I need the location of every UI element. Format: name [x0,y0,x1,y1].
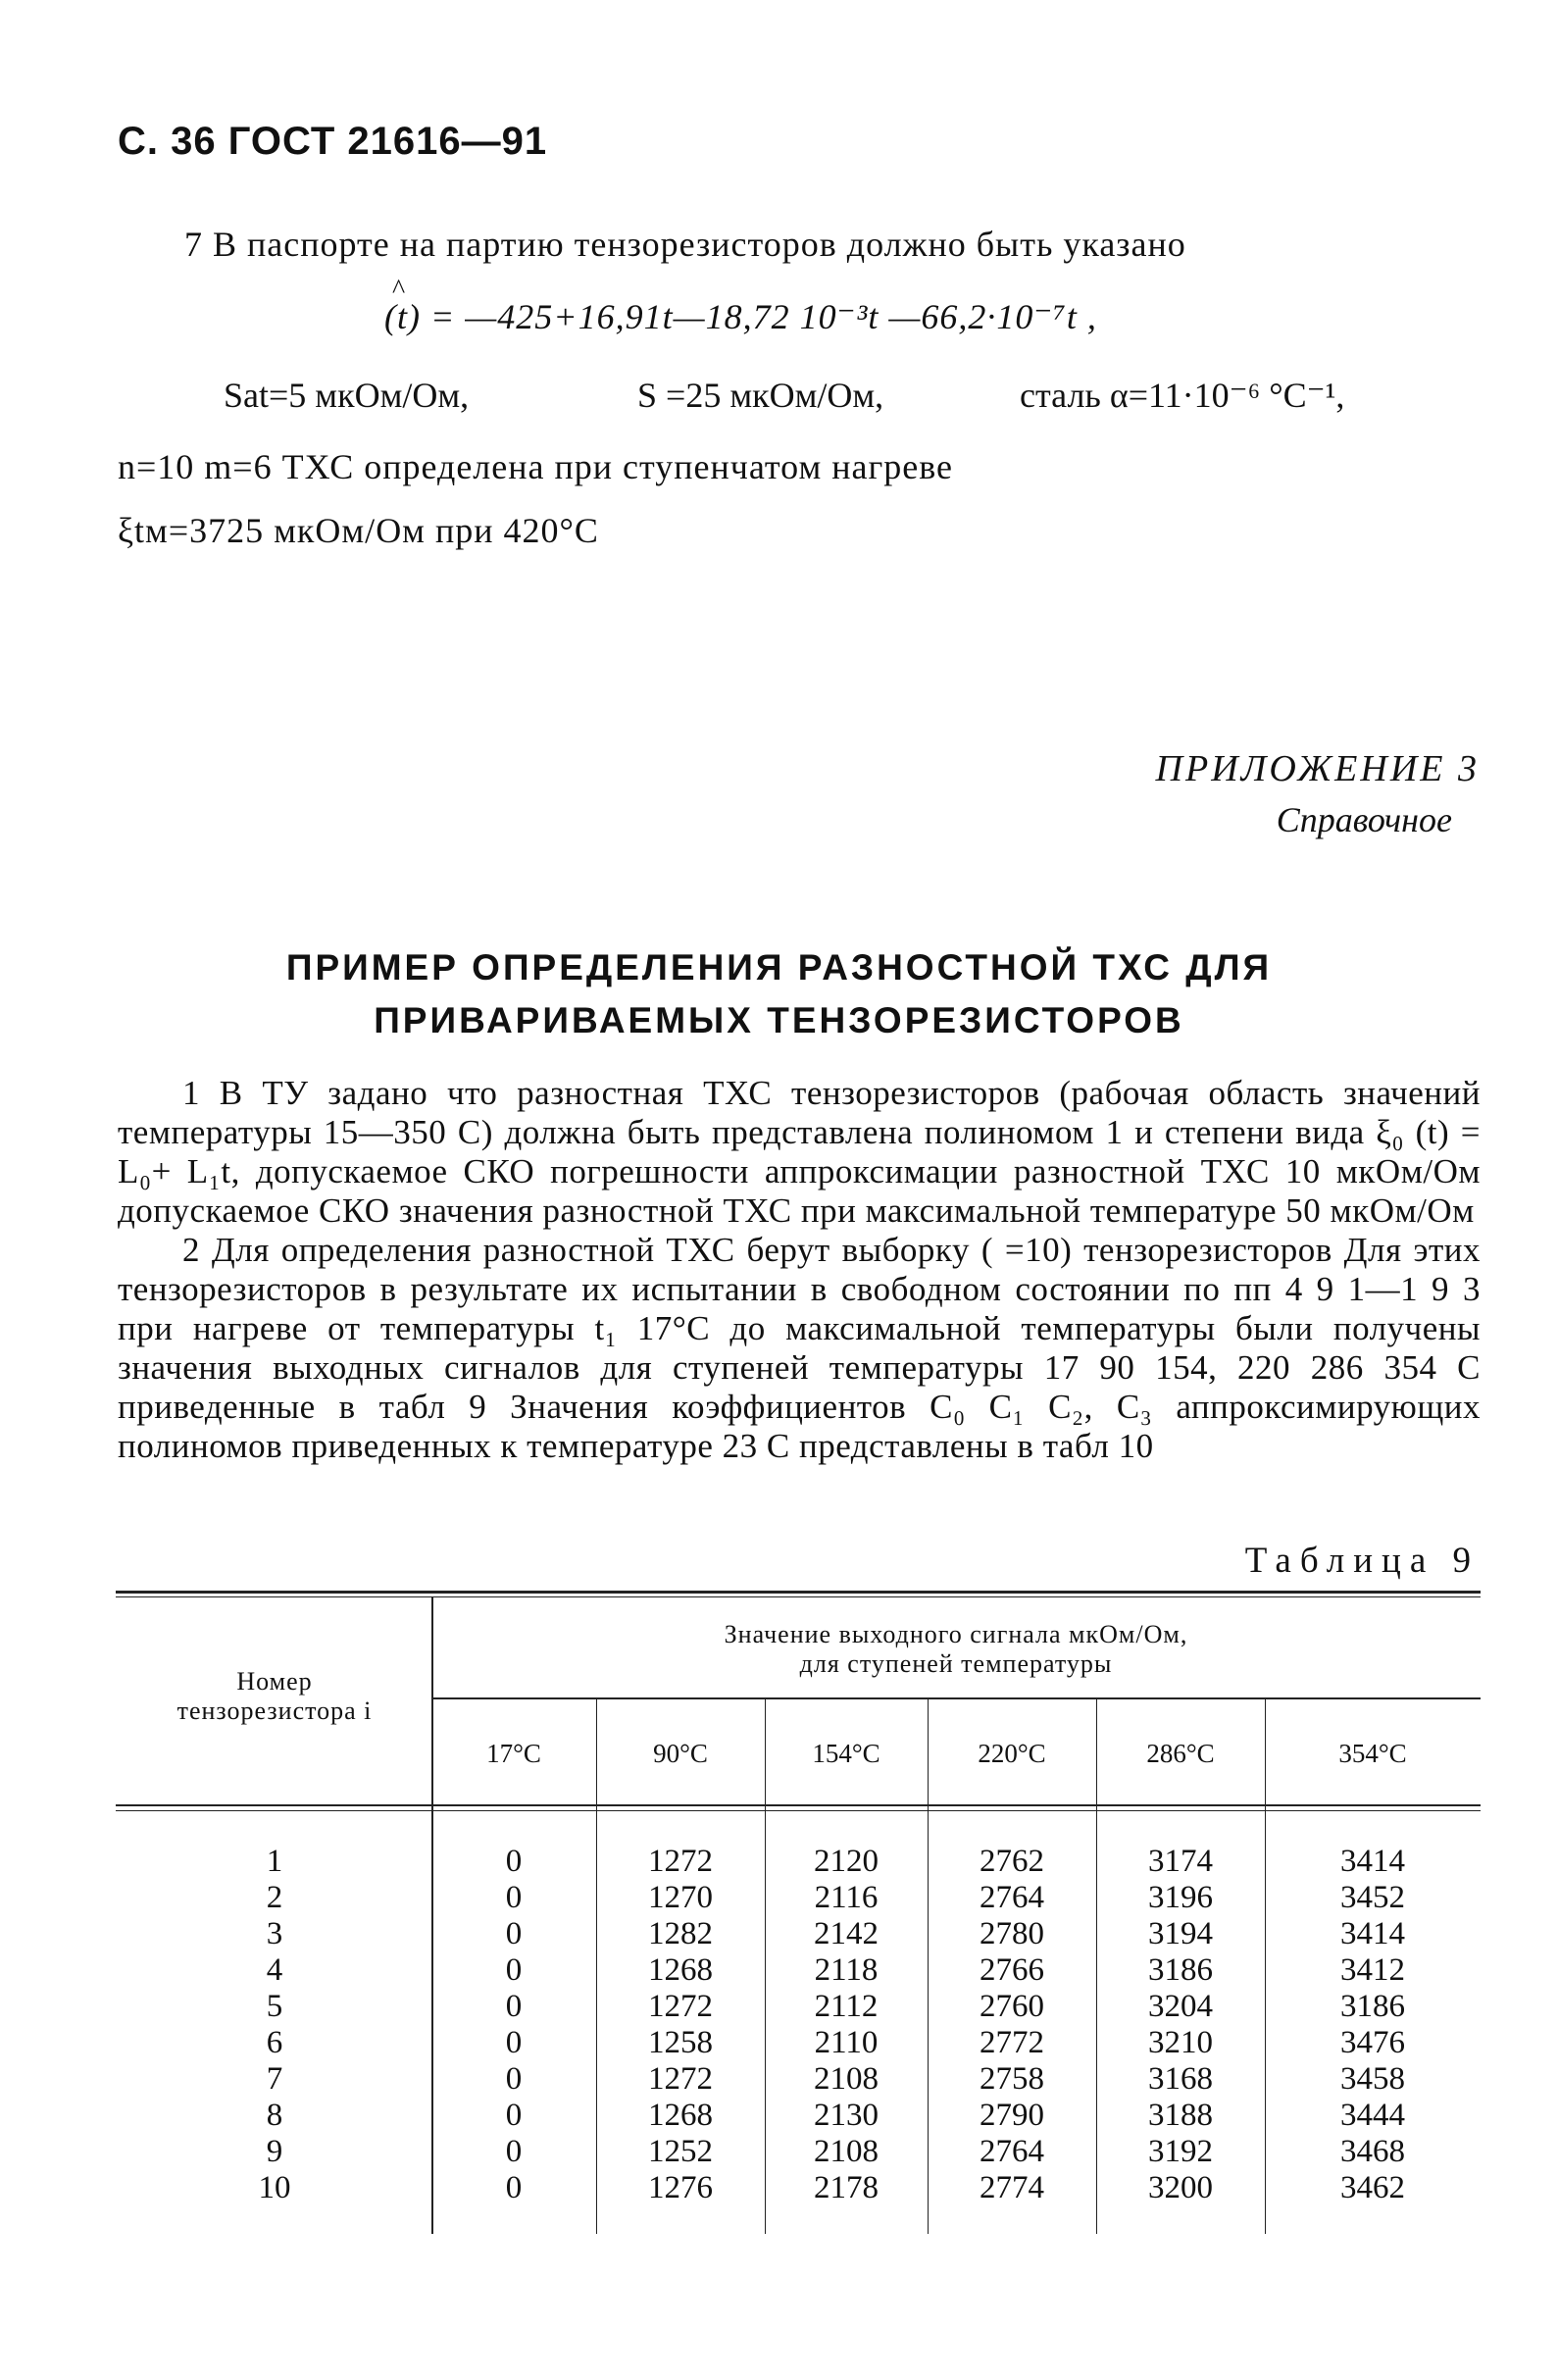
column-divider [928,1699,929,2234]
table-top-rule-thin [116,1596,1481,1597]
column-divider [765,1699,766,2234]
appendix-title: ПРИЛОЖЕНИЕ 3 [1155,748,1480,789]
column-header: 90°С [653,1739,708,1768]
steel-alpha: сталь α=11·10⁻⁶ °С⁻¹, [1020,376,1345,415]
paragraph-2: 2 Для определения разностной ТХС берут выборку ( =10) тензорезисторов Для этих тензорезисторов в результате их испытании в свободном состоянии по пп 4 9 1—1 9 3 при нагреве от температуры t₁ 17°С до максимальной температуры были получены значения выходных сигналов для ступеней температуры 17 90 154, 220 286 354 С приведенные в табл 9 Значения коэффициентов C₀ C₁ C₂, C₃ аппроксимирующих полиномов приведенных к температуре 23 С представлены в табл 10 [118,1231,1481,1465]
formula-text: (t) = —425+16,91t—18,72 10⁻³t —66,2·10⁻⁷t , [384,297,1097,336]
value-cell: 2772 [980,2025,1044,2060]
value-cell: 2762 [980,1844,1044,1879]
table-top-rule [116,1591,1481,1594]
value-cell: 2112 [814,1989,879,2024]
header-bottom-rule [116,1804,1481,1806]
value-cell: 1268 [648,1952,713,1988]
value-cell: 1282 [648,1916,713,1951]
column-divider [596,1699,597,2234]
value-cell: 1272 [648,1989,713,2024]
value-cell: 2780 [980,1916,1044,1951]
value-cell: 3192 [1148,2134,1213,2169]
value-cell: 3210 [1148,2025,1213,2060]
group-header-line-2: для ступеней температуры [799,1649,1113,1678]
row-number-cell: 10 [258,2170,291,2205]
value-cell: 0 [505,2098,523,2133]
column-header: 220°С [978,1739,1046,1768]
column-header: 354°С [1338,1739,1407,1768]
value-cell: 0 [505,2061,523,2097]
value-cell: 1272 [648,2061,713,2097]
row-number-cell: 8 [266,2098,283,2133]
value-cell: 1272 [648,1844,713,1879]
column-header: 17°С [486,1739,541,1768]
row-number-cell: 4 [266,1952,283,1988]
value-cell: 3414 [1340,1916,1405,1951]
group-header-line-1: Значение выходного сигнала мкОм/Ом, [724,1620,1188,1648]
value-cell: 3468 [1340,2134,1405,2169]
page-header: С. 36 ГОСТ 21616—91 [118,120,548,163]
group-header-rule [431,1697,1481,1699]
value-cell: 3414 [1340,1844,1405,1879]
value-cell: 3174 [1148,1844,1213,1879]
row-number-cell: 9 [266,2134,283,2169]
row-number-cell: 6 [266,2025,283,2060]
s-at-value: Sat=5 мкОм/Ом, [224,376,470,415]
value-cell: 3462 [1340,2170,1405,2205]
value-cell: 0 [505,2134,523,2169]
value-cell: 2142 [814,1916,879,1951]
s-value: S =25 мкОм/Ом, [637,376,884,415]
value-cell: 0 [505,1989,523,2024]
column-header: 286°С [1146,1739,1215,1768]
value-cell: 3458 [1340,2061,1405,2097]
value-cell: 2766 [980,1952,1044,1988]
value-cell: 3188 [1148,2098,1213,2133]
appendix-subtitle: Справочное [1276,800,1452,839]
value-cell: 0 [505,1916,523,1951]
row-number-cell: 5 [266,1989,283,2024]
value-cell: 1276 [648,2170,713,2205]
value-cell: 3168 [1148,2061,1213,2097]
row-number-cell: 2 [266,1880,283,1915]
value-cell: 3200 [1148,2170,1213,2205]
value-cell: 3194 [1148,1916,1213,1951]
column-divider [1265,1699,1266,2234]
value-cell: 1270 [648,1880,713,1915]
row-number-cell: 3 [266,1916,283,1951]
txc-definition-line: n=10 m=6 ТХС определена при ступенчатом нагреве [118,447,954,486]
paragraph-7: 7 В паспорте на партию тензорезисторов должно быть указано [184,225,1186,264]
value-cell: 3186 [1148,1952,1213,1988]
main-title-line-2: ПРИВАРИВАЕМЫХ ТЕНЗОРЕЗИСТОРОВ [374,1000,1184,1040]
value-cell: 3444 [1340,2098,1405,2133]
column-divider [431,1596,433,2234]
value-cell: 3204 [1148,1989,1213,2024]
value-cell: 2108 [814,2134,879,2169]
value-cell: 0 [505,2025,523,2060]
value-cell: 2178 [814,2170,879,2205]
value-cell: 3186 [1340,1989,1405,2024]
hat-accent: ^ [392,275,407,305]
value-cell: 2764 [980,2134,1044,2169]
formula [384,275,1097,337]
value-cell: 1268 [648,2098,713,2133]
value-cell: 3196 [1148,1880,1213,1915]
xi-tm-line: ξtм=3725 мкОм/Ом при 420°С [118,511,599,550]
row-number-cell: 7 [266,2061,283,2097]
header-bottom-rule-thin [116,1810,1481,1811]
value-cell: 0 [505,1880,523,1915]
value-cell: 2108 [814,2061,879,2097]
column-header: 154°С [812,1739,880,1768]
value-cell: 2774 [980,2170,1044,2205]
value-cell: 2130 [814,2098,879,2133]
value-cell: 0 [505,1844,523,1879]
main-title-line-1: ПРИМЕР ОПРЕДЕЛЕНИЯ РАЗНОСТНОЙ ТХС ДЛЯ [285,947,1273,987]
value-cell: 3476 [1340,2025,1405,2060]
value-cell: 1252 [648,2134,713,2169]
value-cell: 2110 [814,2025,879,2060]
table-caption: Таблица 9 [1244,1541,1480,1581]
value-cell: 2764 [980,1880,1044,1915]
main-title [0,941,1558,1047]
paragraph-1: 1 В ТУ задано что разностная ТХС тензорезисторов (рабочая область значений температуры 15—350 С) должна быть представлена полиномом 1 и степени вида ξ₀ (t) = L₀+ L₁t, допускаемое СКО погрешности аппроксимации разностной ТХС 10 мкОм/Ом допускаемое СКО значения разностной ТХС при максимальной температуре 50 мкОм/Ом [118,1074,1481,1230]
value-cell: 1258 [648,2025,713,2060]
value-cell: 2116 [814,1880,879,1915]
column-divider [1096,1699,1097,2234]
value-cell: 0 [505,1952,523,1988]
value-cell: 2760 [980,1989,1044,2024]
value-cell: 2758 [980,2061,1044,2097]
body-text [118,1074,1481,1466]
row-number-header: Номер тензорезистора i [176,1667,373,1725]
value-cell: 2118 [814,1952,879,1988]
value-cell: 0 [505,2170,523,2205]
value-cell: 2120 [814,1844,879,1879]
value-cell: 3412 [1340,1952,1405,1988]
row-number-cell: 1 [266,1844,283,1879]
value-cell: 2790 [980,2098,1044,2133]
value-cell: 3452 [1340,1880,1405,1915]
